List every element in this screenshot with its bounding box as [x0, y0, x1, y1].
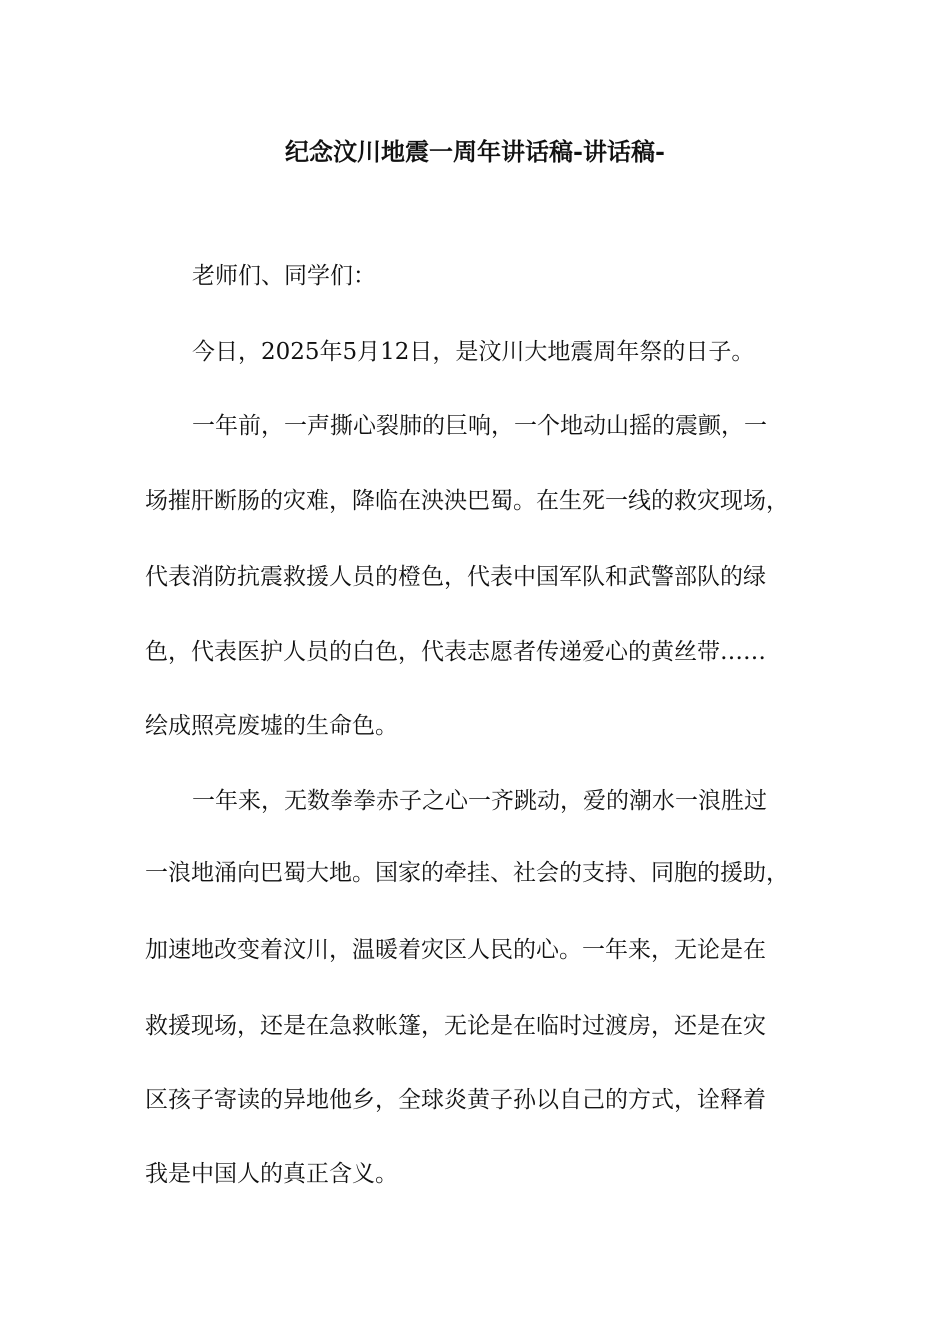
- paragraph-greeting: 老师们、同学们：: [192, 263, 376, 289]
- paragraph-line: 一浪地涌向巴蜀大地。国家的牵挂、社会的支持、同胞的援助，: [145, 860, 789, 886]
- paragraph-line: 代表消防抗震救援人员的橙色，代表中国军队和武警部队的绿: [145, 564, 766, 590]
- paragraph-line: 一年来，无数拳拳赤子之心一齐跳动，爱的潮水一浪胜过: [192, 788, 767, 814]
- paragraph-line: 救援现场，还是在急救帐篷，无论是在临时过渡房，还是在灾: [145, 1013, 766, 1039]
- paragraph-line: 绘成照亮废墟的生命色。: [145, 713, 398, 739]
- paragraph-line: 区孩子寄读的异地他乡，全球炎黄子孙以自己的方式，诠释着: [145, 1087, 766, 1113]
- paragraph-line: 加速地改变着汶川，温暖着灾区人民的心。一年来，无论是在: [145, 937, 766, 963]
- paragraph-line: 我是中国人的真正含义。: [145, 1161, 398, 1187]
- document-title: 纪念汶川地震一周年讲话稿-讲话稿-: [285, 137, 665, 166]
- paragraph-line: 今日，2025年5月12日，是汶川大地震周年祭的日子。: [192, 339, 755, 365]
- paragraph-line: 色，代表医护人员的白色，代表志愿者传递爱心的黄丝带……: [145, 639, 766, 665]
- paragraph-line: 场摧肝断肠的灾难，降临在泱泱巴蜀。在生死一线的救灾现场，: [145, 488, 789, 514]
- paragraph-line: 一年前，一声撕心裂肺的巨响，一个地动山摇的震颤，一: [192, 413, 767, 439]
